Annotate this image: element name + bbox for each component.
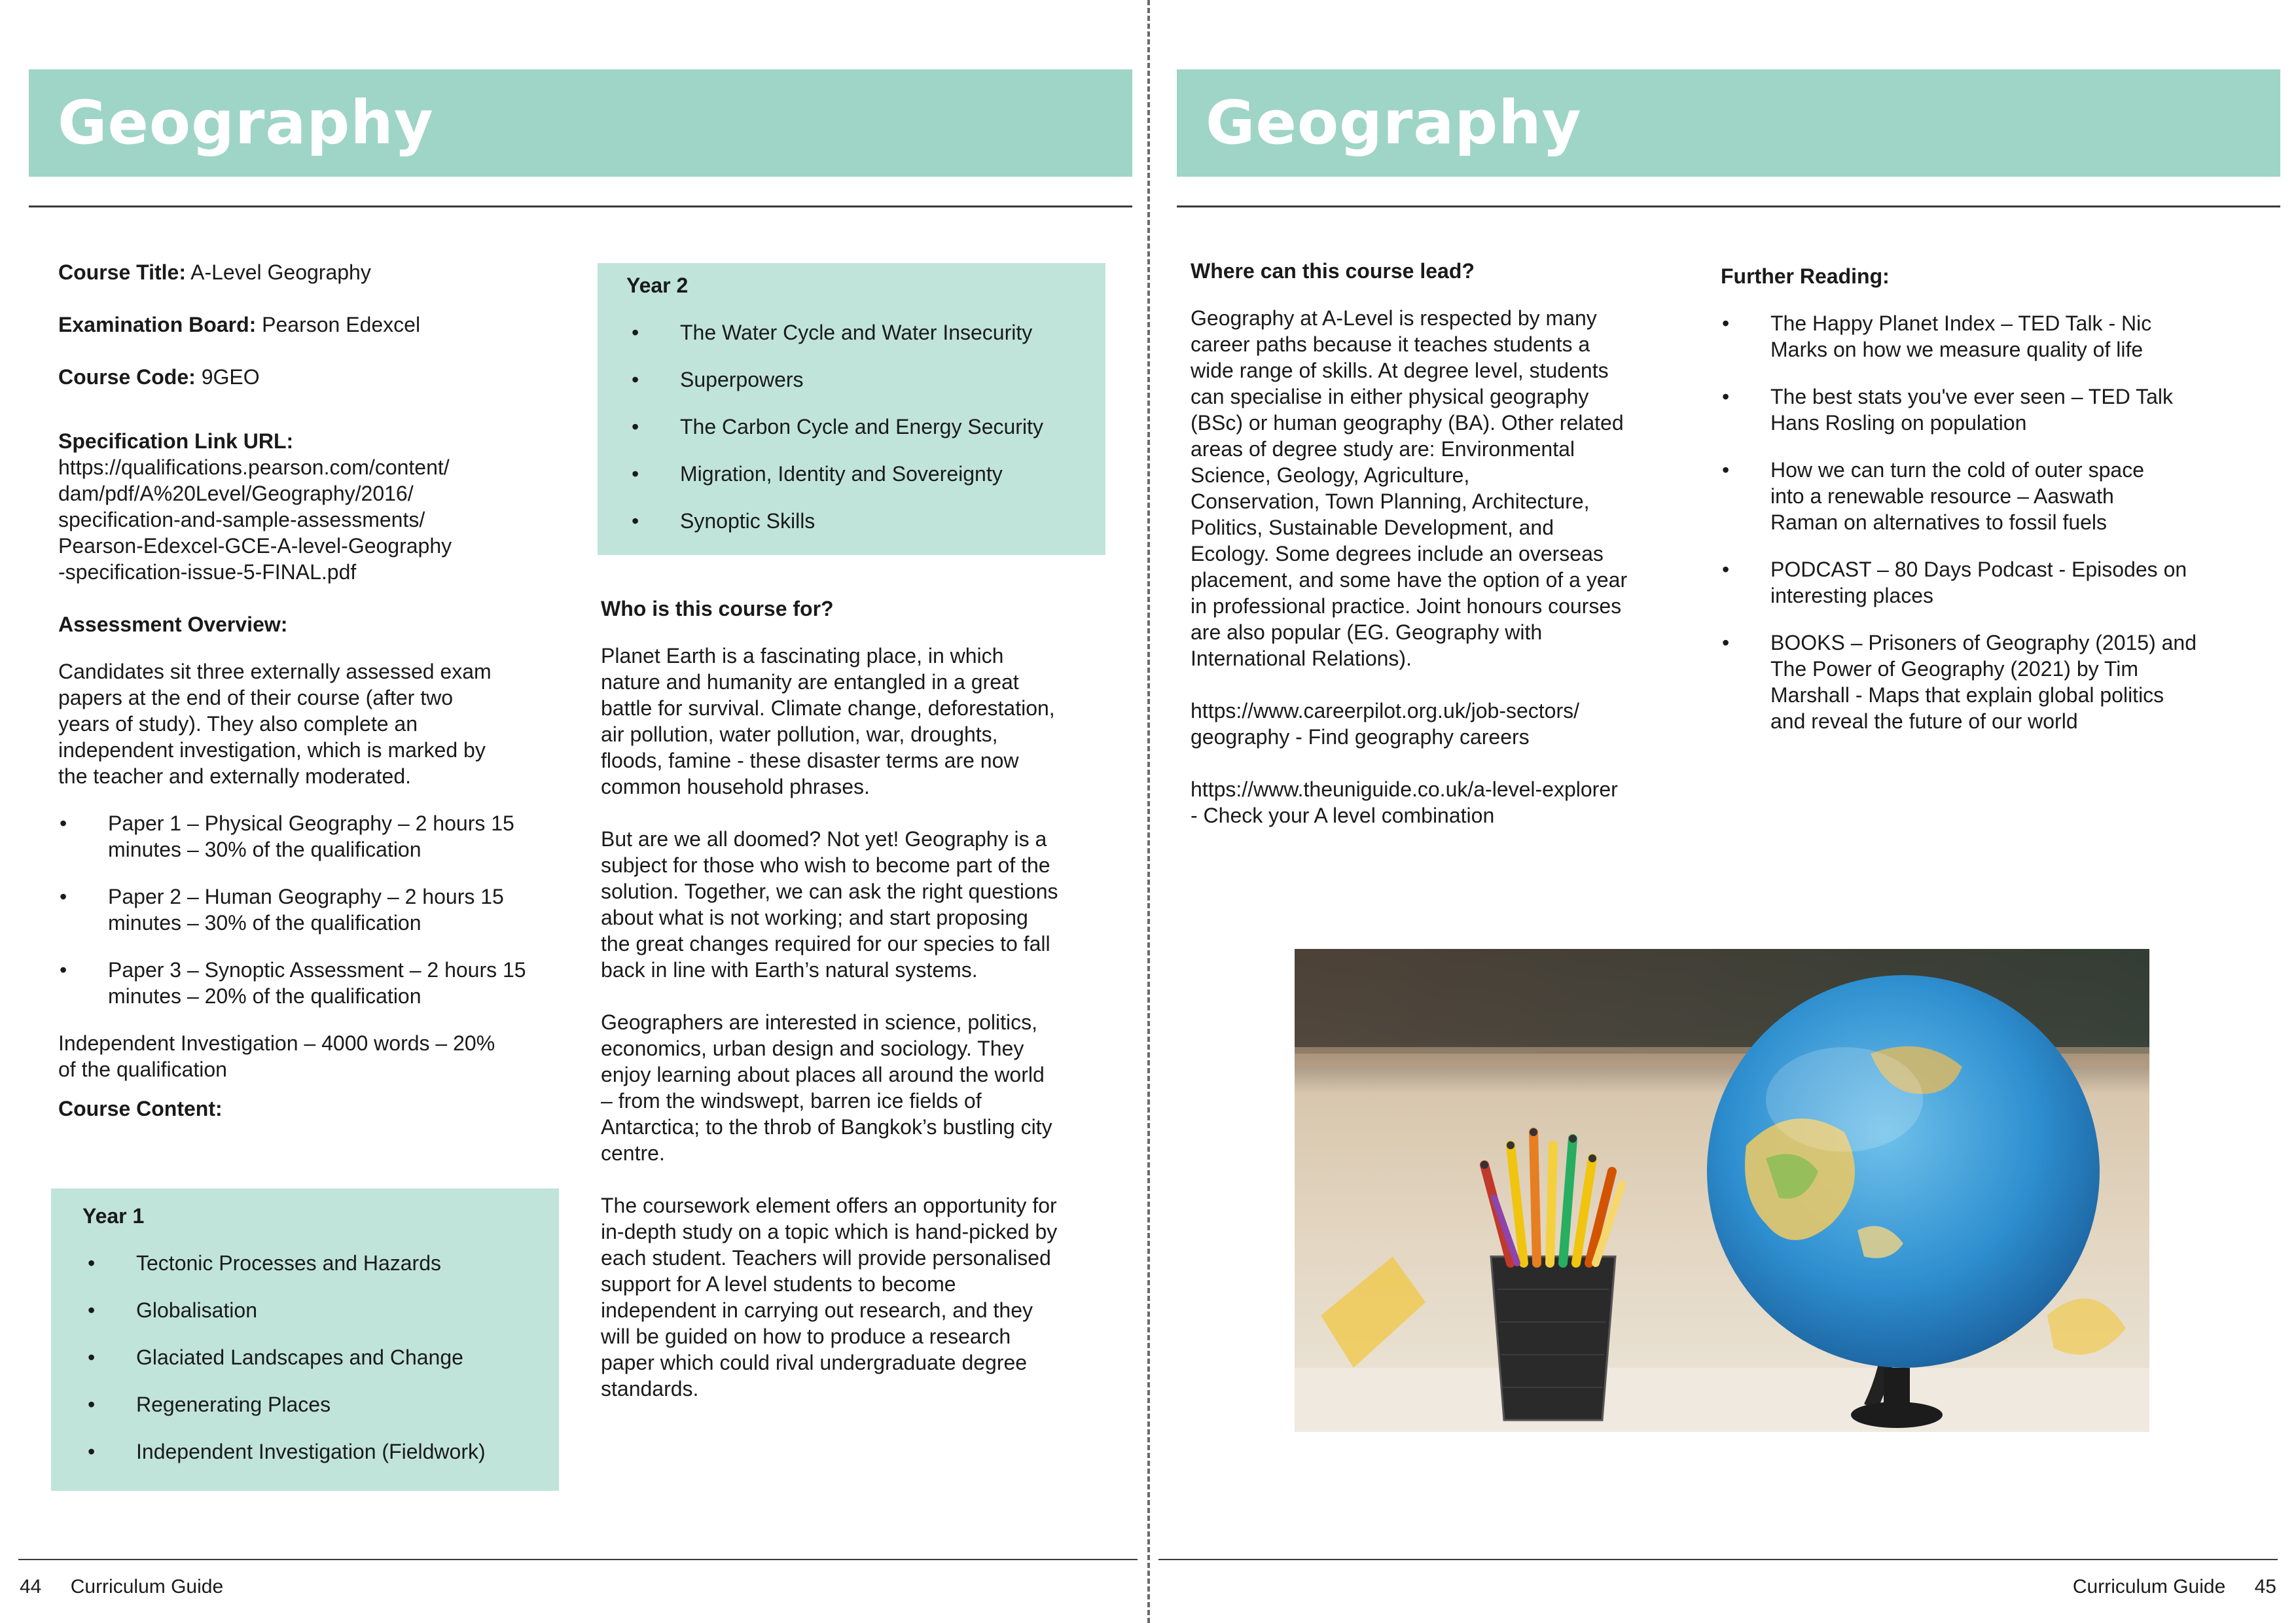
course-code-value: 9GEO	[201, 365, 260, 389]
list-item: • Independent Investigation (Fieldwork)	[86, 1438, 546, 1465]
list-item: • Globalisation	[86, 1297, 546, 1323]
footer-label: Curriculum Guide	[2072, 1576, 2226, 1597]
independent-investigation-text: Independent Investigation – 4000 words – 20% of the qualification	[58, 1031, 495, 1081]
course-title-label: Course Title:	[58, 260, 186, 284]
exam-board-value: Pearson Edexcel	[262, 313, 421, 336]
list-item: • PODCAST – 80 Days Podcast - Episodes on interesting places	[1721, 556, 2264, 609]
list-item: • The best stats you've ever seen – TED Talk Hans Rosling on population	[1721, 383, 2264, 436]
list-item: • Migration, Identity and Sovereignty	[630, 461, 1099, 487]
page-fold-divider	[1147, 0, 1150, 1623]
who-heading: Who is this course for?	[601, 597, 834, 620]
list-item: • The Carbon Cycle and Energy Security	[630, 414, 1099, 440]
who-paragraph-4: The coursework element offers an opportunity for in-depth study on a topic which is hand-picked by each student. Teachers will provide personalised support for A level students to become independent in carrying out research, and they will be guided on how to produce a research paper which could rival undergraduate degree standards.	[601, 1194, 1058, 1400]
list-item: • Paper 2 – Human Geography – 2 hours 15 minutes – 30% of the qualification	[58, 883, 569, 936]
globe-photo-illustration	[1295, 949, 2149, 1432]
spec-link-heading: Specification Link URL:	[58, 429, 294, 453]
right-title-banner	[1177, 69, 2280, 177]
page-number: 45	[2254, 1576, 2276, 1597]
year1-heading: Year 1	[82, 1204, 145, 1228]
list-item: • Superpowers	[630, 366, 1099, 393]
left-footer	[20, 1576, 223, 1598]
who-column	[601, 596, 1131, 1402]
right-page-title: Geography	[1206, 88, 1582, 158]
assessment-paragraph: Candidates sit three externally assessed exam papers at the end of their course (after two years of study). They also complete an independent investigation, which is marked by the teacher and externally moderated.	[58, 660, 492, 788]
left-column	[58, 259, 569, 1122]
list-item: • The Happy Planet Index – TED Talk - Nic Marks on how we measure quality of life	[1721, 310, 2264, 363]
spec-link-url[interactable]: https://qualifications.pearson.com/content/ dam/pdf/A%20Level/Geography/2016/ specification-and-sample-assessments/ Pearson-Edexcel-GCE-A-level-Geography -specification-issue-5-FINAL.pdf	[58, 455, 452, 584]
exam-board-label: Examination Board:	[58, 313, 257, 336]
footer-label: Curriculum Guide	[70, 1576, 224, 1597]
list-item: • The Water Cycle and Water Insecurity	[630, 319, 1099, 346]
page-number: 44	[20, 1576, 42, 1597]
exam-board-line	[58, 312, 569, 338]
course-title-line	[58, 259, 569, 285]
uniguide-link[interactable]: https://www.theuniguide.co.uk/a-level-explorer - Check your A level combination	[1191, 777, 1618, 827]
year1-box	[51, 1188, 559, 1491]
who-paragraph-1: Planet Earth is a fascinating place, in which nature and humanity are entangled in a great battle for survival. Climate change, deforestation, air pollution, water pollution, war, droughts, floods, famine - these disaster terms are now common household phrases.	[601, 644, 1055, 798]
who-paragraph-2: But are we all doomed? Not yet! Geography is a subject for those who wish to become part of the solution. Together, we can ask the right questions about what is not working; and start proposing the great changes required for our species to fall back in line with Earth’s natural systems.	[601, 827, 1058, 982]
year2-box	[598, 263, 1105, 555]
list-item: • Glaciated Landscapes and Change	[86, 1344, 546, 1370]
course-title-value: A-Level Geography	[190, 260, 371, 284]
list-item: • Tectonic Processes and Hazards	[86, 1250, 546, 1276]
left-header-rule	[29, 205, 1132, 207]
course-content-heading: Course Content:	[58, 1097, 223, 1120]
right-header-rule	[1177, 205, 2280, 207]
list-item: • How we can turn the cold of outer space into a renewable resource – Aaswath Raman on alternatives to fossil fuels	[1721, 457, 2264, 535]
list-item: • Synoptic Skills	[630, 508, 1099, 534]
globe-and-pencils-photo	[1295, 949, 2149, 1432]
where-paragraph: Geography at A-Level is respected by many career paths because it teaches students a wide range of skills. At degree level, students can specialise in either physical geography (BSc) or human geography (BA). Other related areas of degree study are: Environmental Science, Geology, Agriculture, Conservation, Town Planning, Architecture, Politics, Sustainable Development, and Ecology. Some degrees include an overseas placement, and some have the option of a year in professional practice. Joint honours courses are also popular (EG. Geography with International Relations).	[1191, 306, 1628, 670]
course-code-label: Course Code:	[58, 365, 196, 389]
right-footer	[2073, 1576, 2276, 1598]
year2-list	[630, 319, 1099, 534]
who-paragraph-3: Geographers are interested in science, politics, economics, urban design and sociology. They enjoy learning about places all around the world – from the windswept, barren ice fields of Antarctica; to the throb of Bangkok’s bustling city centre.	[601, 1010, 1052, 1165]
year2-heading: Year 2	[626, 274, 689, 297]
list-item: • Regenerating Places	[86, 1391, 546, 1418]
left-page-title: Geography	[58, 88, 434, 158]
list-item: • Paper 3 – Synoptic Assessment – 2 hours 15 minutes – 20% of the qualification	[58, 957, 569, 1009]
further-reading-column	[1721, 263, 2264, 755]
list-item: • BOOKS – Prisoners of Geography (2015) and The Power of Geography (2021) by Tim Marshall - Maps that explain global politics and reveal the future of our world	[1721, 630, 2264, 734]
where-heading: Where can this course lead?	[1191, 259, 1475, 283]
course-code-line	[58, 364, 569, 390]
further-reading-list	[1721, 310, 2264, 734]
left-footer-rule	[18, 1559, 1138, 1560]
assessment-heading: Assessment Overview:	[58, 613, 288, 636]
right-footer-rule	[1158, 1559, 2278, 1560]
careerpilot-link[interactable]: https://www.careerpilot.org.uk/job-sectors/ geography - Find geography careers	[1191, 699, 1580, 749]
papers-list	[58, 810, 569, 1009]
left-title-banner	[29, 69, 1132, 177]
year1-list	[86, 1250, 546, 1465]
where-column	[1191, 258, 1714, 829]
further-reading-heading: Further Reading:	[1721, 264, 1890, 288]
list-item: • Paper 1 – Physical Geography – 2 hours 15 minutes – 30% of the qualification	[58, 810, 569, 863]
